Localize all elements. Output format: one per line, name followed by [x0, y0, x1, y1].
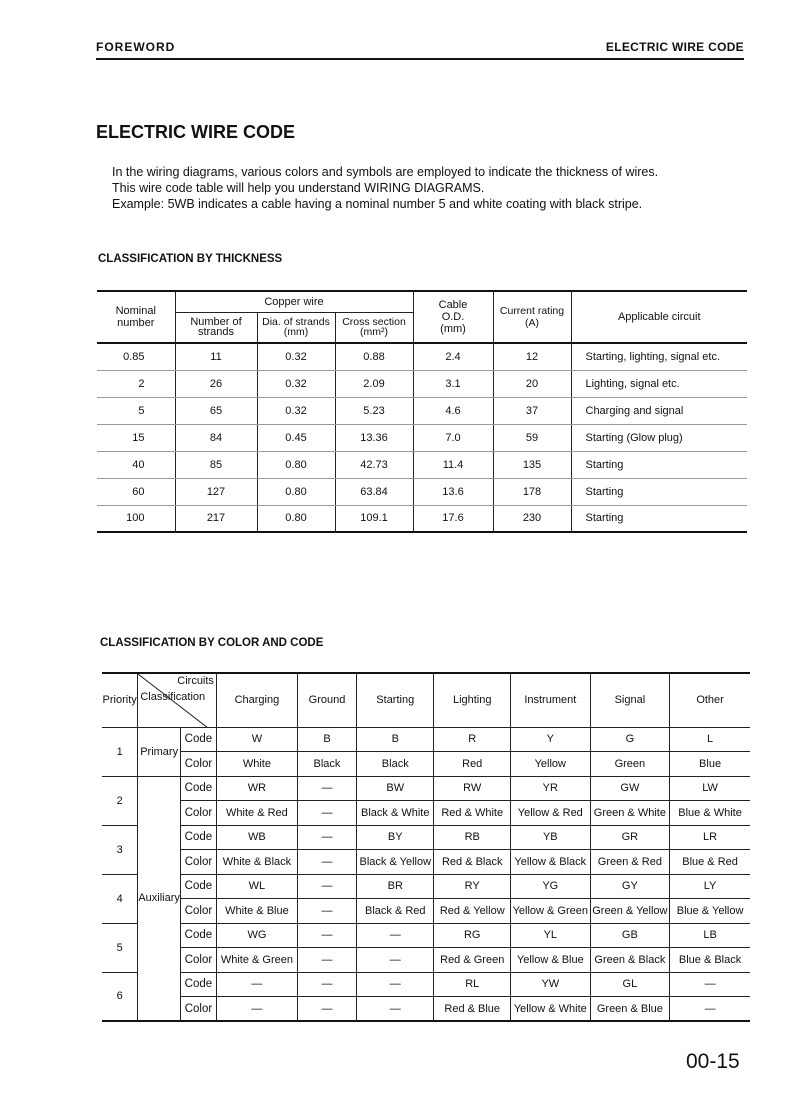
intro-paragraph: [112, 164, 752, 212]
code-cell: B: [297, 727, 356, 752]
cross-cell: 109.1: [335, 505, 413, 532]
cross-cell: 0.88: [335, 343, 413, 370]
color-cell: Yellow & Blue: [511, 948, 591, 973]
color-cell: Blue: [670, 752, 750, 777]
thickness-table: [97, 290, 747, 533]
color-cell: —: [297, 997, 356, 1022]
code-cell: B: [357, 727, 434, 752]
code-cell: —: [297, 776, 356, 801]
color-cell: —: [357, 948, 434, 973]
color-cell: —: [297, 801, 356, 826]
color-cell: Red & Yellow: [434, 899, 511, 924]
priority-cell: 1: [102, 727, 138, 776]
table-row: [102, 997, 750, 1022]
color-cell: Green & White: [590, 801, 670, 826]
cross-cell: 13.36: [335, 424, 413, 451]
cross-cell: 42.73: [335, 451, 413, 478]
code-label: Code: [180, 972, 216, 997]
code-cell: —: [297, 923, 356, 948]
corner-circuits-label: Circuits: [177, 675, 214, 687]
color-cell: Red & White: [434, 801, 511, 826]
group-auxiliary: Auxiliary: [138, 776, 181, 1021]
code-cell: —: [297, 972, 356, 997]
color-cell: White & Red: [216, 801, 297, 826]
color-cell: White & Green: [216, 948, 297, 973]
corner-classification-label: Classification: [140, 691, 206, 703]
code-label: Code: [180, 727, 216, 752]
color-label: Color: [180, 850, 216, 875]
code-cell: BW: [357, 776, 434, 801]
thickness-heading: CLASSIFICATION BY THICKNESS: [98, 253, 283, 265]
color-cell: Yellow & Black: [511, 850, 591, 875]
current-cell: 178: [493, 478, 571, 505]
table-row: [102, 727, 750, 752]
color-cell: Green: [590, 752, 670, 777]
circuit-cell: Starting: [571, 451, 747, 478]
table-row: [102, 923, 750, 948]
nominal-cell: 40: [97, 451, 175, 478]
code-cell: LB: [670, 923, 750, 948]
intro-line: This wire code table will help you understand WIRING DIAGRAMS.: [112, 181, 485, 195]
color-cell: —: [357, 997, 434, 1022]
code-cell: —: [297, 874, 356, 899]
code-cell: RG: [434, 923, 511, 948]
od-cell: 2.4: [413, 343, 493, 370]
dia-cell: 0.32: [257, 397, 335, 424]
color-cell: Red & Green: [434, 948, 511, 973]
code-cell: WR: [216, 776, 297, 801]
code-cell: RW: [434, 776, 511, 801]
code-cell: LW: [670, 776, 750, 801]
code-cell: W: [216, 727, 297, 752]
code-label: Code: [180, 825, 216, 850]
code-cell: YL: [511, 923, 591, 948]
od-cell: 3.1: [413, 370, 493, 397]
color-cell: White & Blue: [216, 899, 297, 924]
dia-cell: 0.80: [257, 478, 335, 505]
code-cell: RL: [434, 972, 511, 997]
col-nominal-number: Nominal number: [97, 291, 175, 343]
od-cell: 11.4: [413, 451, 493, 478]
nominal-cell: 60: [97, 478, 175, 505]
code-cell: —: [357, 923, 434, 948]
color-cell: Black: [297, 752, 356, 777]
col-current-rating: Current rating (A): [493, 291, 571, 343]
page-number: 00-15: [686, 1050, 740, 1073]
col-cable-od: Cable O.D. (mm): [413, 291, 493, 343]
nominal-cell: 0.85: [97, 343, 175, 370]
color-cell: White & Black: [216, 850, 297, 875]
current-cell: 230: [493, 505, 571, 532]
code-cell: WL: [216, 874, 297, 899]
table-row: [97, 478, 747, 505]
code-cell: RY: [434, 874, 511, 899]
od-cell: 7.0: [413, 424, 493, 451]
color-label: Color: [180, 899, 216, 924]
dia-cell: 0.32: [257, 343, 335, 370]
nominal-cell: 2: [97, 370, 175, 397]
col-signal: Signal: [590, 673, 670, 727]
dia-cell: 0.45: [257, 424, 335, 451]
code-cell: GB: [590, 923, 670, 948]
cross-cell: 63.84: [335, 478, 413, 505]
color-cell: Black & Yellow: [357, 850, 434, 875]
table-row: [97, 505, 747, 532]
strands-cell: 84: [175, 424, 257, 451]
od-cell: 4.6: [413, 397, 493, 424]
col-instrument: Instrument: [511, 673, 591, 727]
current-cell: 37: [493, 397, 571, 424]
circuit-cell: Starting (Glow plug): [571, 424, 747, 451]
col-starting: Starting: [357, 673, 434, 727]
circuit-cell: Starting: [571, 505, 747, 532]
color-label: Color: [180, 948, 216, 973]
code-cell: —: [297, 825, 356, 850]
table-row: [102, 899, 750, 924]
corner-header: [138, 673, 217, 727]
table-row: [102, 948, 750, 973]
color-cell: Red & Black: [434, 850, 511, 875]
table-row: [102, 850, 750, 875]
code-cell: G: [590, 727, 670, 752]
code-cell: R: [434, 727, 511, 752]
color-cell: —: [216, 997, 297, 1022]
priority-cell: 4: [102, 874, 138, 923]
color-cell: —: [297, 948, 356, 973]
od-cell: 17.6: [413, 505, 493, 532]
table-row: [102, 972, 750, 997]
color-cell: Yellow & White: [511, 997, 591, 1022]
code-cell: LR: [670, 825, 750, 850]
col-lighting: Lighting: [434, 673, 511, 727]
cross-cell: 2.09: [335, 370, 413, 397]
table-row: [97, 370, 747, 397]
col-charging: Charging: [216, 673, 297, 727]
code-cell: —: [670, 972, 750, 997]
table-row: [97, 397, 747, 424]
col-number-of-strands: Number of strands: [175, 312, 257, 343]
nominal-cell: 5: [97, 397, 175, 424]
color-cell: Red: [434, 752, 511, 777]
dia-cell: 0.80: [257, 451, 335, 478]
color-label: Color: [180, 752, 216, 777]
color-code-heading: CLASSIFICATION BY COLOR AND CODE: [100, 637, 324, 649]
color-cell: Yellow & Red: [511, 801, 591, 826]
circuit-cell: Starting: [571, 478, 747, 505]
color-cell: —: [297, 850, 356, 875]
color-label: Color: [180, 997, 216, 1022]
color-cell: Green & Black: [590, 948, 670, 973]
code-label: Code: [180, 923, 216, 948]
strands-cell: 11: [175, 343, 257, 370]
table-row: [97, 343, 747, 370]
col-applicable-circuit: Applicable circuit: [571, 291, 747, 343]
col-dia-of-strands: Dia. of strands (mm): [257, 312, 335, 343]
table-row: [97, 451, 747, 478]
code-cell: BY: [357, 825, 434, 850]
circuit-cell: Charging and signal: [571, 397, 747, 424]
circuit-cell: Lighting, signal etc.: [571, 370, 747, 397]
strands-cell: 127: [175, 478, 257, 505]
table-row: [102, 874, 750, 899]
code-cell: GY: [590, 874, 670, 899]
color-cell: Yellow & Green: [511, 899, 591, 924]
col-copper-wire: Copper wire: [175, 291, 413, 312]
table-row: [97, 424, 747, 451]
col-other: Other: [670, 673, 750, 727]
color-cell: Blue & White: [670, 801, 750, 826]
code-cell: YG: [511, 874, 591, 899]
strands-cell: 217: [175, 505, 257, 532]
strands-cell: 85: [175, 451, 257, 478]
color-label: Color: [180, 801, 216, 826]
color-cell: —: [670, 997, 750, 1022]
table-row: [102, 752, 750, 777]
page-title: ELECTRIC WIRE CODE: [96, 122, 296, 142]
table-row: [102, 776, 750, 801]
color-cell: Red & Blue: [434, 997, 511, 1022]
code-cell: GL: [590, 972, 670, 997]
circuit-cell: Starting, lighting, signal etc.: [571, 343, 747, 370]
current-cell: 135: [493, 451, 571, 478]
intro-line: Example: 5WB indicates a cable having a nominal number 5 and white coating with black stripe.: [112, 197, 643, 211]
color-cell: Blue & Black: [670, 948, 750, 973]
code-cell: RB: [434, 825, 511, 850]
code-label: Code: [180, 874, 216, 899]
nominal-cell: 15: [97, 424, 175, 451]
color-cell: Green & Yellow: [590, 899, 670, 924]
color-cell: White: [216, 752, 297, 777]
color-cell: Green & Blue: [590, 997, 670, 1022]
priority-cell: 6: [102, 972, 138, 1021]
col-cross-section: Cross section (mm²): [335, 312, 413, 343]
code-cell: WG: [216, 923, 297, 948]
color-cell: Green & Red: [590, 850, 670, 875]
color-cell: Blue & Yellow: [670, 899, 750, 924]
color-cell: Yellow: [511, 752, 591, 777]
od-cell: 13.6: [413, 478, 493, 505]
table-row: [102, 825, 750, 850]
cross-cell: 5.23: [335, 397, 413, 424]
nominal-cell: 100: [97, 505, 175, 532]
priority-cell: 3: [102, 825, 138, 874]
code-cell: L: [670, 727, 750, 752]
code-cell: WB: [216, 825, 297, 850]
code-cell: GR: [590, 825, 670, 850]
table-row: [102, 801, 750, 826]
code-cell: —: [357, 972, 434, 997]
color-cell: Black & Red: [357, 899, 434, 924]
code-cell: GW: [590, 776, 670, 801]
color-cell: Blue & Red: [670, 850, 750, 875]
code-label: Code: [180, 776, 216, 801]
color-cell: Black & White: [357, 801, 434, 826]
intro-line: In the wiring diagrams, various colors and symbols are employed to indicate the thickness of wires.: [112, 165, 659, 179]
code-cell: YW: [511, 972, 591, 997]
group-primary: Primary: [138, 727, 181, 776]
code-cell: —: [216, 972, 297, 997]
color-code-table: [102, 672, 750, 1022]
strands-cell: 26: [175, 370, 257, 397]
color-cell: Black: [357, 752, 434, 777]
code-cell: YR: [511, 776, 591, 801]
page-header: [96, 40, 744, 60]
color-cell: —: [297, 899, 356, 924]
strands-cell: 65: [175, 397, 257, 424]
header-chapter-title: ELECTRIC WIRE CODE: [605, 40, 744, 54]
code-cell: BR: [357, 874, 434, 899]
col-priority: Priority: [102, 673, 138, 727]
dia-cell: 0.32: [257, 370, 335, 397]
priority-cell: 2: [102, 776, 138, 825]
current-cell: 59: [493, 424, 571, 451]
code-cell: Y: [511, 727, 591, 752]
dia-cell: 0.80: [257, 505, 335, 532]
col-ground: Ground: [297, 673, 356, 727]
current-cell: 20: [493, 370, 571, 397]
priority-cell: 5: [102, 923, 138, 972]
code-cell: LY: [670, 874, 750, 899]
current-cell: 12: [493, 343, 571, 370]
code-cell: YB: [511, 825, 591, 850]
header-section-label: FOREWORD: [96, 40, 176, 54]
